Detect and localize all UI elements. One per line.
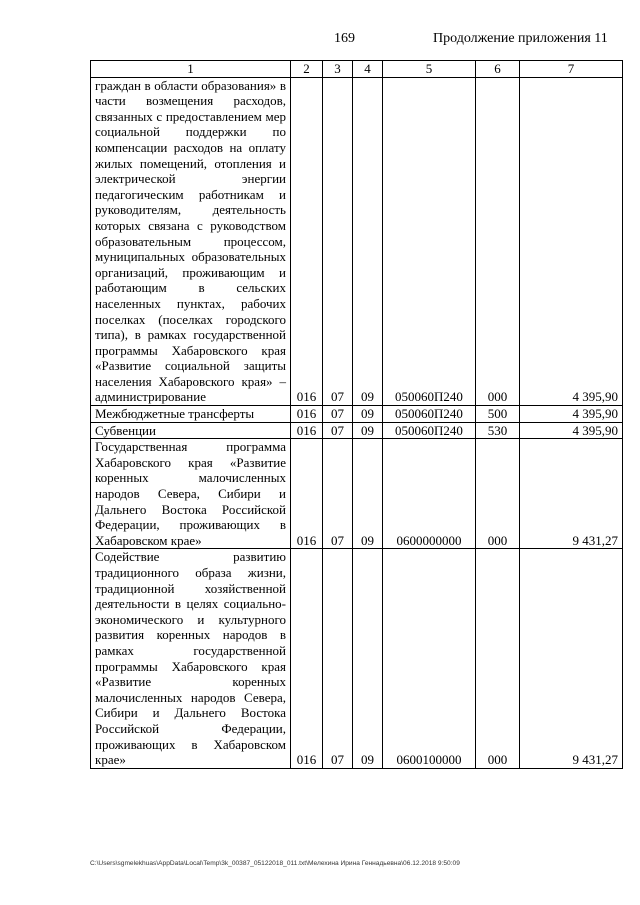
row-code-4: 09 — [353, 422, 383, 439]
table-row — [91, 422, 623, 439]
row-code-4: 09 — [353, 406, 383, 423]
budget-table — [90, 60, 623, 769]
row-code-6: 000 — [476, 439, 520, 549]
column-header: 2 — [291, 61, 323, 78]
row-code-5: 0600100000 — [383, 549, 476, 768]
row-name: Государственная программа Хабаровского края «Развитие коренных малочисленных народов Севера, Сибири и Дальнего Востока Российской Федерации, проживающих в Хабаровском крае» — [91, 439, 291, 549]
row-amount: 4 395,90 — [520, 77, 623, 405]
row-amount: 9 431,27 — [520, 439, 623, 549]
row-code-4: 09 — [353, 439, 383, 549]
row-code-5: 050060П240 — [383, 77, 476, 405]
row-code-6: 500 — [476, 406, 520, 423]
column-header: 7 — [520, 61, 623, 78]
row-amount: 4 395,90 — [520, 406, 623, 423]
row-code-2: 016 — [291, 77, 323, 405]
table-header-row — [91, 61, 623, 78]
row-code-3: 07 — [323, 77, 353, 405]
row-amount: 4 395,90 — [520, 422, 623, 439]
table-row — [91, 439, 623, 549]
row-code-3: 07 — [323, 439, 353, 549]
row-name: Субвенции — [91, 422, 291, 439]
table-row — [91, 549, 623, 768]
row-code-3: 07 — [323, 549, 353, 768]
row-code-2: 016 — [291, 422, 323, 439]
column-header: 1 — [91, 61, 291, 78]
row-code-6: 530 — [476, 422, 520, 439]
row-code-4: 09 — [353, 549, 383, 768]
row-code-2: 016 — [291, 439, 323, 549]
document-path-footer: C:\Users\sgmelekhuas\AppData\Local\Temp\3k_00387_05122018_011.txt\Мелехина Ирина Геннадьевна\06.12.2018 9:50:09 — [90, 860, 460, 867]
table-row — [91, 406, 623, 423]
row-code-2: 016 — [291, 549, 323, 768]
row-name: Межбюджетные трансферты — [91, 406, 291, 423]
column-header: 3 — [323, 61, 353, 78]
appendix-continuation-title: Продолжение приложения 11 — [433, 31, 608, 46]
row-name: Содействие развитию традиционного образа жизни, традиционной хозяйственной деятельности в целях социально-экономического и культурного развития коренных народов в рамках государственной программы Хабаровского края «Развитие коренных малочисленных народов Севера, Сибири и Дальнего Востока Российской Федерации, проживающих в Хабаровском крае» — [91, 549, 291, 768]
row-code-6: 000 — [476, 77, 520, 405]
row-code-2: 016 — [291, 406, 323, 423]
row-code-4: 09 — [353, 77, 383, 405]
column-header: 5 — [383, 61, 476, 78]
row-code-5: 050060П240 — [383, 406, 476, 423]
column-header: 4 — [353, 61, 383, 78]
row-code-3: 07 — [323, 422, 353, 439]
row-code-3: 07 — [323, 406, 353, 423]
column-header: 6 — [476, 61, 520, 78]
row-code-6: 000 — [476, 549, 520, 768]
page-number: 169 — [334, 31, 355, 46]
row-name: граждан в области образования» в части возмещения расходов, связанных с предоставлением мер социальной поддержки по компенсации расходов на оплату жилых помещений, отопления и электрической энергии педагогическим работникам и руководителям, деятельность которых связана с руководством образовательным процессом, муниципальных образовательных организаций, проживающим и работающим в сельских населенных пунктах, рабочих поселках (поселках городского типа), в рамках государственной программы Хабаровского края «Развитие социальной защиты населения Хабаровского края» – администрирование — [91, 77, 291, 405]
row-code-5: 0600000000 — [383, 439, 476, 549]
row-code-5: 050060П240 — [383, 422, 476, 439]
table-row — [91, 77, 623, 405]
row-amount: 9 431,27 — [520, 549, 623, 768]
